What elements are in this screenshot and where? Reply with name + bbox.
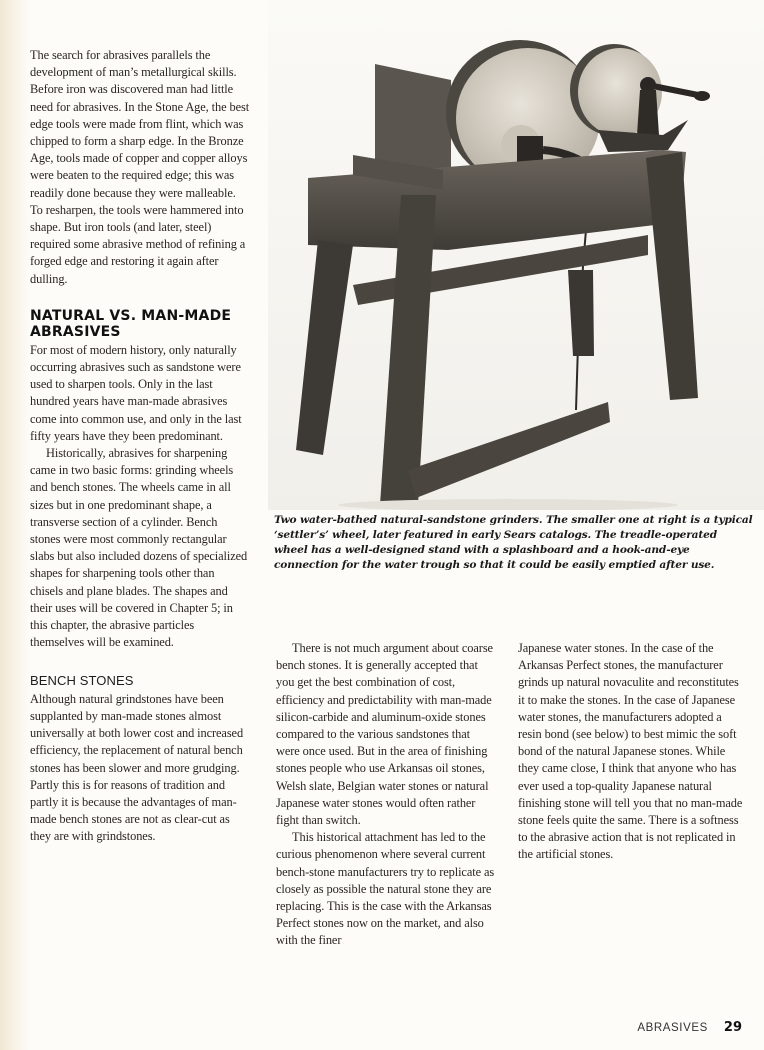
page-footer xyxy=(637,1020,742,1035)
body-paragraph: Japanese water stones. In the case of the Arkansas Perfect stones, the manufacturer grinds up natural novaculite and reconstitutes it to make the stones. In the case of Japanese water stones, the manufacturers adopted a resin bond (see below) to best mimic the soft bond of the natural Japanese stones. While they came close, I think that anyone who has ever used a top-quality Japanese natural finishing stone will tell you that no man-made stone feels quite the same. There is a softness to the abrasive action that is not replicated in the artificial stones. xyxy=(518,641,743,862)
page-gutter-shading xyxy=(0,0,30,1050)
running-section-title: ABRASIVES xyxy=(637,1022,708,1034)
page-number: 29 xyxy=(723,1020,742,1035)
body-paragraph: For most of modern history, only naturally occurring abrasives such as sandstone were used to sharpen tools. Only in the last hundred years have man-made abrasives come into common use, and only in the last fifty years have they been predominant. xyxy=(30,342,242,443)
body-paragraph: Historically, abrasives for sharpening came in two basic forms: grinding wheels and bench stones. The wheels came in all sizes but in one predominant shape, a transverse section of a cylinder. Bench stones were most commonly rectangular slabs but also included dozens of specialized shapes for sharpening tools other than chisels and plane blades. The shapes and their uses will be covered in Chapter 5; in this chapter, the abrasive particles themselves will be examined. xyxy=(30,446,248,650)
body-paragraph: This historical attachment has led to the curious phenomenon where several current bench-stone manufacturers try to replicate as closely as possible the natural stone they are replacing. This is the case with the Arkansas Perfect stones now on the market, and also with the finer xyxy=(276,830,495,948)
section-heading-bench-stones: BENCH STONES xyxy=(30,672,134,688)
grinder-photo xyxy=(268,0,764,510)
section-heading-natural-vs-man-made: NATURAL VS. MAN-MADE ABRASIVES xyxy=(30,307,232,340)
body-paragraph: There is not much argument about coarse bench stones. It is generally accepted that you get the best combination of cost, efficiency and predictability with man-made silicon-carbide and aluminum-oxide stones compared to the various sandstones that were once used. But in the area of finishing stones people who use Arkansas oil stones, Welsh slate, Belgian water stones or natural Japanese water stones would often rather fight than switch. xyxy=(276,641,493,828)
intro-paragraph: The search for abrasives parallels the development of man’s metallurgical skills. Before iron was discovered man had little need for abrasives. In the Stone Age, the best edge tools were made from flint, which was chipped to form a sharp edge. In the Bronze Age, tools made of copper and copper alloys were beaten to the required edge; this was readily done because they were malleable. To resharpen, the tools were hammered into shape. But iron tools (and later, steel) required some abrasive method of refining a forged edge and restoring it again after dulling. xyxy=(30,48,250,286)
body-paragraph: Although natural grindstones have been supplanted by man-made stones almost universally at both lower cost and increased efficiency, the replacement of natural bench stones has been slower and more grudging. Partly this is for reasons of tradition and partly it is because the advantages of man-made bench stones are not as clear-cut as they are with grindstones. xyxy=(30,691,244,844)
text-column-middle xyxy=(276,640,496,950)
text-column-right xyxy=(518,640,743,864)
figure-caption: Two water-bathed natural-sandstone grinders. The smaller one at right is a typical ‘settler’s’ wheel, later featured in early Sears catalogs. The treadle-operated wheel has a well-designed stand with a splashboard and a hook-and-eye connection for the water trough so that it could be easily emptied after use. xyxy=(274,514,753,571)
text-column-left xyxy=(30,47,250,846)
